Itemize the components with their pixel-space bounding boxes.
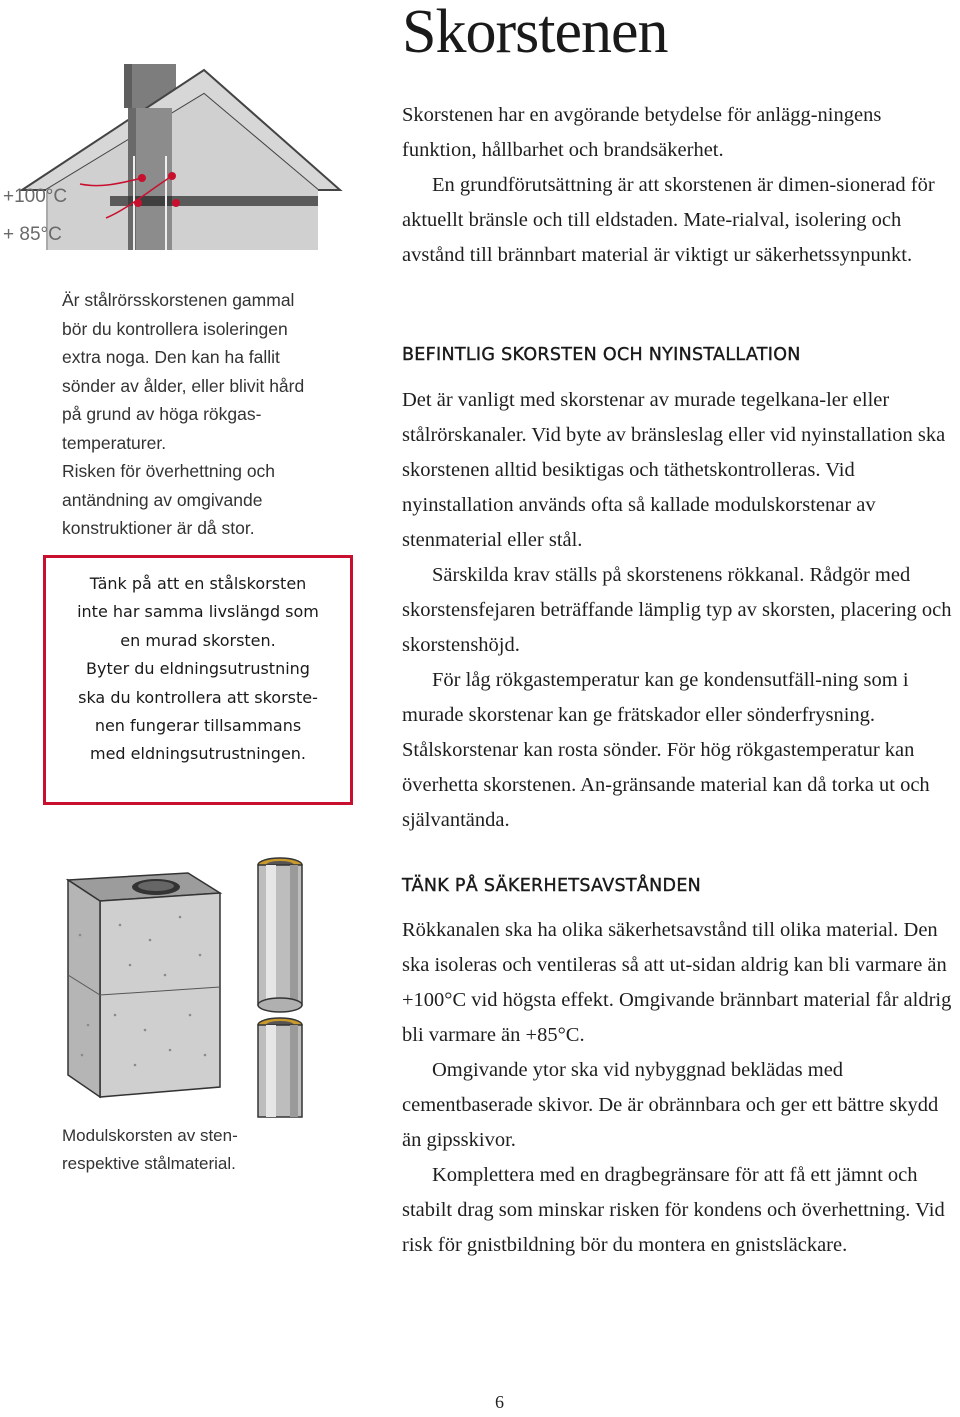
section-heading-safety-distance: TÄNK PÅ SÄKERHETSAVSTÅNDEN xyxy=(402,876,702,896)
callout-line: en murad skorsten. xyxy=(120,630,276,650)
side-note-line: Risken för överhettning och xyxy=(62,461,276,481)
callout-line: med eldningsutrustningen. xyxy=(89,744,307,764)
section2-text xyxy=(402,913,960,1263)
side-note-line: Är stålrörsskorstenen gammal xyxy=(62,290,295,310)
side-note-line: bör du kontrollera isoleringen xyxy=(62,318,288,339)
intro-paragraph: En grundförutsättning är att skorstenen är dimen-sionerad för aktuellt bränsle och till eldstaden. Mate-rialval, isolering och avstånd till brännbart material är viktigt ur säkerhetssynpunkt. xyxy=(402,174,935,266)
section-heading-existing-chimney: BEFINTLIG SKORSTEN OCH NYINSTALLATION xyxy=(402,345,801,365)
caption-line: respektive stålmaterial. xyxy=(62,1154,236,1173)
side-note-line: sönder av ålder, eller blivit hård xyxy=(62,375,305,396)
section1-paragraph: Det är vanligt med skorstenar av murade tegelkana-ler eller stålrörskanaler. Vid byte av bränsleslag eller vid nyinstallation ska skorstenen alltid besiktigas och täthetskontrolleras. Vid nyinstallation används ofta så kallade modulskorstenar av stenmaterial eller stål. xyxy=(402,389,946,551)
section2-paragraph: Rökkanalen ska ha olika säkerhetsavstånd till olika material. Den ska isoleras och ventileras så att ut-sidan aldrig kan bli varmare än +100°C vid högsta effekt. Omgivande brännbart material får aldrig bli varmare än +85°C. xyxy=(402,919,952,1046)
chimney-modules-illustration xyxy=(60,855,380,1120)
intro-paragraph: Skorstenen har en avgörande betydelse för anlägg-ningens funktion, hållbarhet och brandsäkerhet. xyxy=(402,104,882,161)
callout-line: Byter du eldningsutrustning xyxy=(86,659,310,679)
page-title: Skorstenen xyxy=(402,0,668,66)
section2-paragraph: Komplettera med en dragbegränsare för att få ett jämnt och stabilt drag som minskar risken för kondens och överhettning. Vid risk för gnistbildning bör du montera en gnistsläckare. xyxy=(402,1164,945,1256)
callout-line: inte har samma livslängd som xyxy=(77,602,319,622)
side-note xyxy=(62,286,362,543)
caption-line: Modulskorsten av sten- xyxy=(62,1126,238,1145)
chimney-caption xyxy=(62,1122,292,1178)
side-note-line: temperaturer. xyxy=(62,432,167,453)
temperature-label-100: +100°C xyxy=(3,186,68,207)
callout-box xyxy=(43,555,353,805)
callout-line: ska du kontrollera att skorste- xyxy=(78,687,318,707)
callout-line: Tänk på att en stålskorsten xyxy=(89,574,307,593)
page-number: 6 xyxy=(495,1392,504,1412)
section1-text xyxy=(402,383,960,838)
side-note-line: på grund av höga rökgas- xyxy=(62,404,262,424)
section1-paragraph: För låg rökgastemperatur kan ge kondensutfäll-ning som i murade skorstenar kan ge frätskador eller sönderfrysning. Stålskorstenar kan rosta sönder. För hög rökgastemperatur kan överhetta skorstenen. An-gränsande material kan då torka ut och självantända. xyxy=(402,669,930,831)
side-note-line: antändning av omgivande xyxy=(62,489,263,510)
section1-paragraph: Särskilda krav ställs på skorstenens rökkanal. Rådgör med skorstensfejaren beträffande lämplig typ av skorsten, placering och skorstenshöjd. xyxy=(402,564,952,656)
section2-paragraph: Omgivande ytor ska vid nybyggnad beklädas med cementbaserade skivor. De är obrännbara och ger ett bättre skydd än gipsskivor. xyxy=(402,1059,939,1151)
callout-line: nen fungerar tillsammans xyxy=(94,716,302,736)
side-note-line: konstruktioner är då stor. xyxy=(62,518,255,538)
temperature-label-85: + 85°C xyxy=(3,224,62,245)
side-note-line: extra noga. Den kan ha fallit xyxy=(62,347,280,367)
intro-text xyxy=(402,98,960,273)
